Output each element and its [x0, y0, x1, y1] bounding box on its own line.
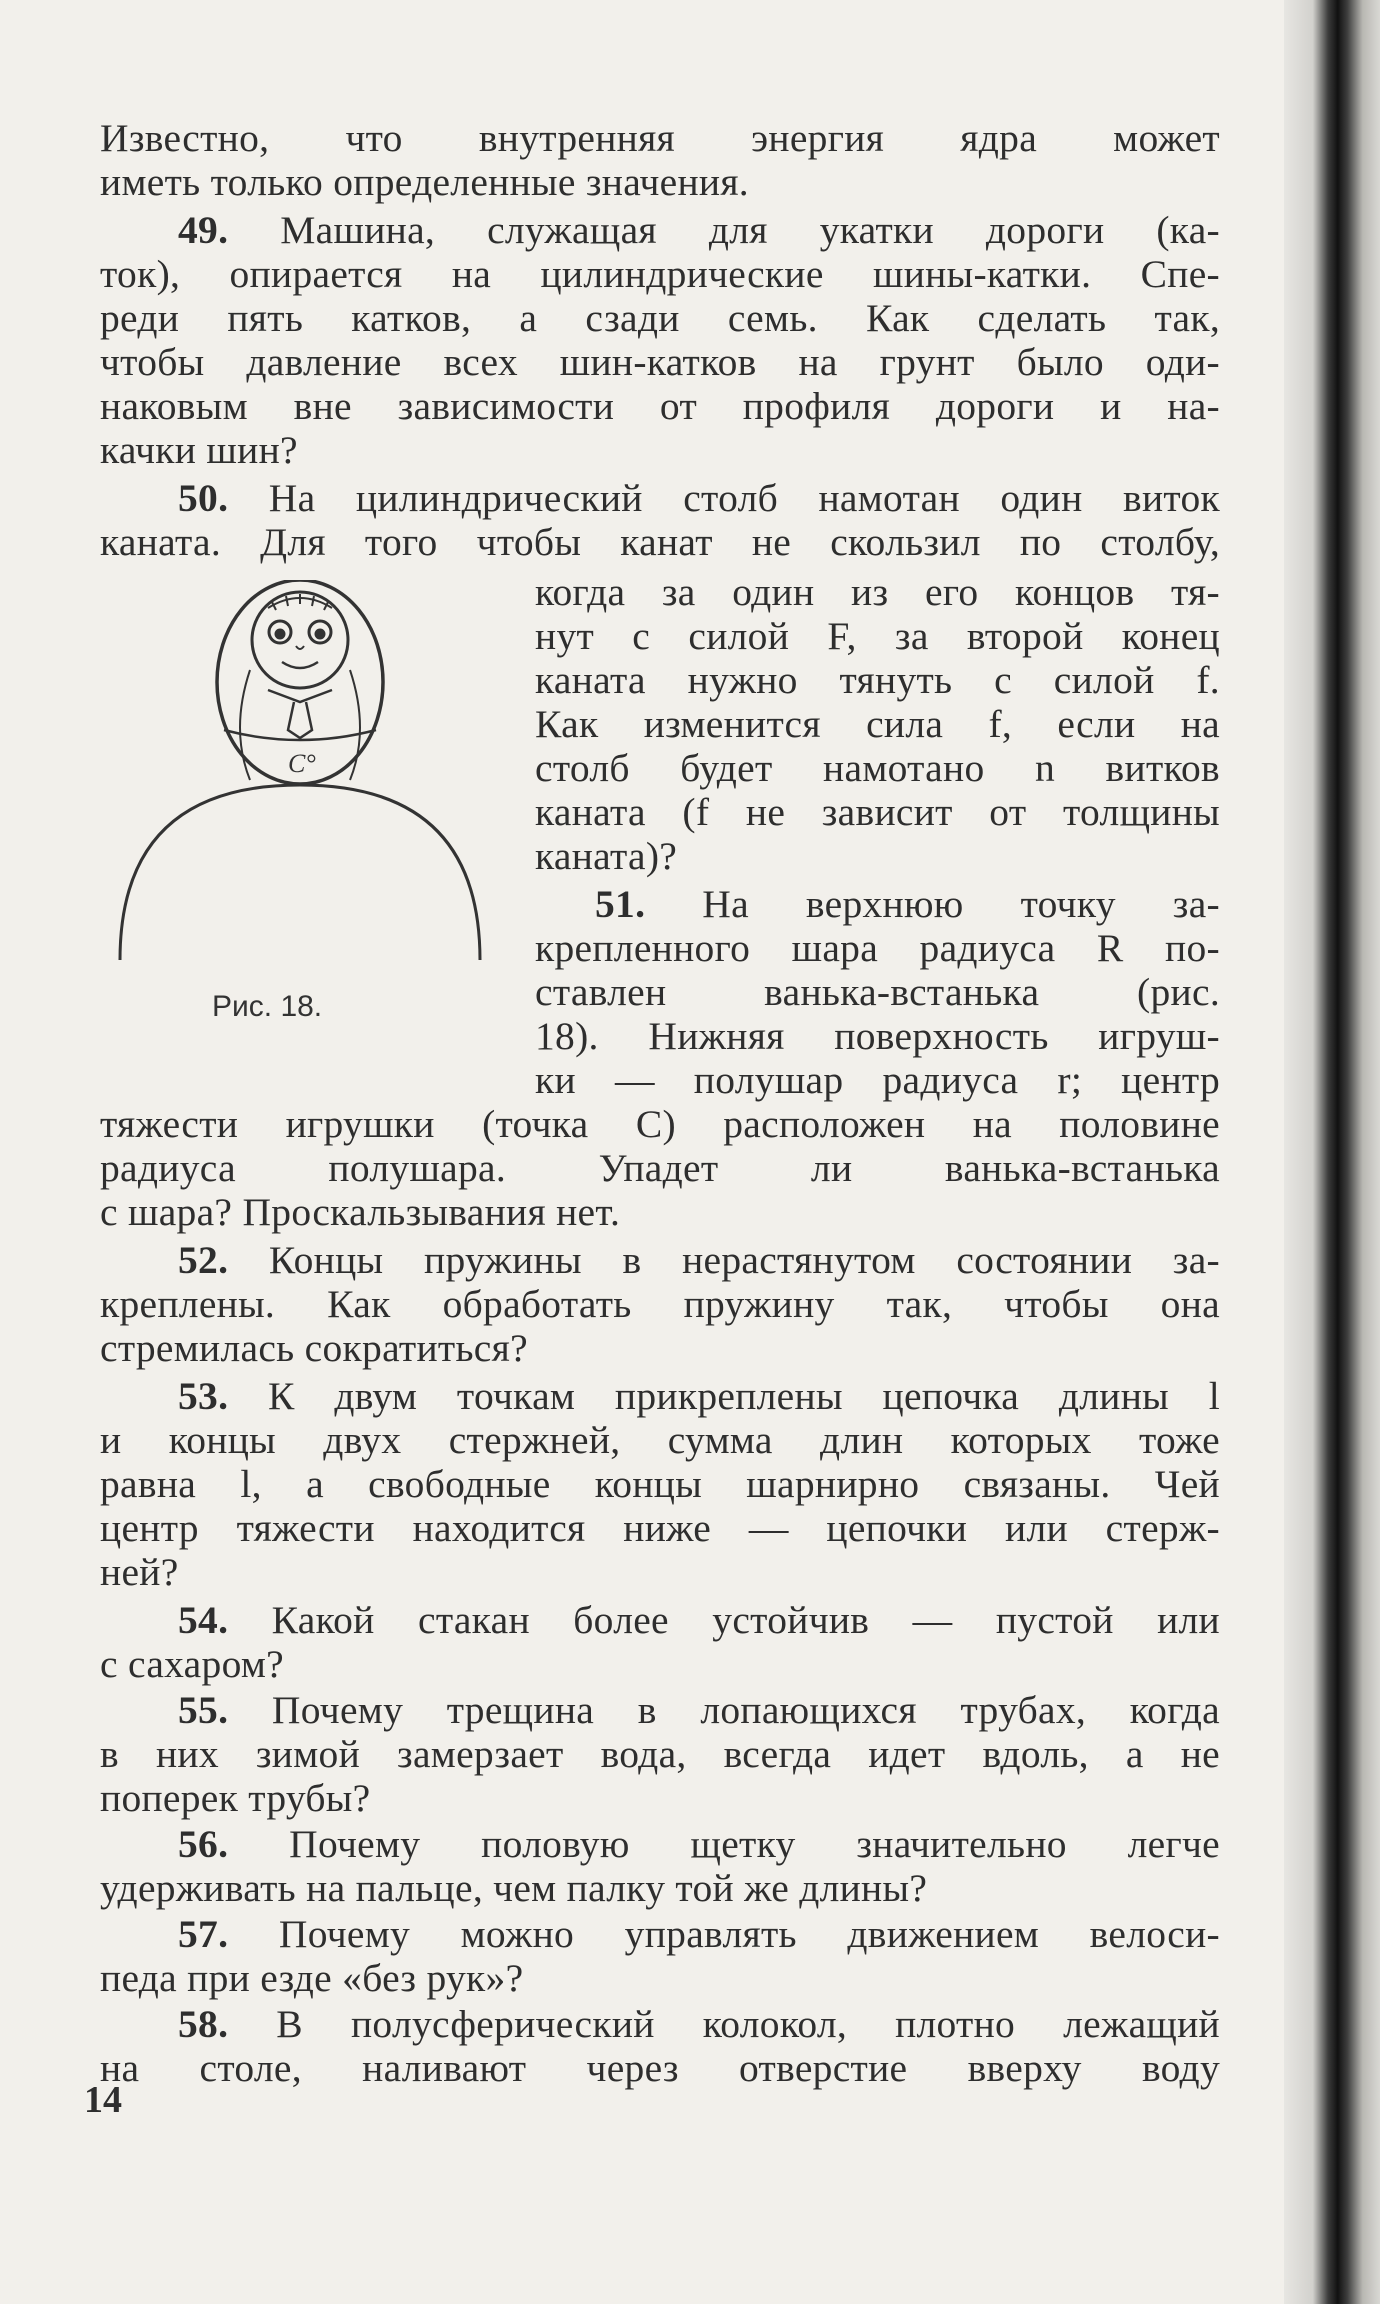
line-text: равна l, а свободные концы шарнирно связаны. Чей	[100, 1462, 1220, 1506]
text-line	[178, 1912, 1220, 1956]
line-text: каната. Для того чтобы канат не скользил по столбу,	[100, 520, 1220, 564]
text-line	[100, 116, 1220, 160]
line-text: ки — полушар радиуса r; центр	[535, 1058, 1220, 1102]
text-line	[100, 2046, 1220, 2090]
text-line	[100, 296, 1220, 340]
text-line	[178, 1598, 1220, 1642]
text-line	[100, 1146, 1220, 1190]
text-line	[535, 1058, 1220, 1102]
text-line	[100, 1506, 1220, 1550]
text-line	[535, 702, 1220, 746]
text-line	[100, 1956, 1220, 2000]
text-line	[100, 252, 1220, 296]
text-line	[100, 1282, 1220, 1326]
line-text: реди пять катков, а сзади семь. Как сделать так,	[100, 296, 1220, 340]
page-number: 14	[84, 2079, 122, 2121]
line-text: На цилиндрический столб намотан один виток	[228, 476, 1220, 520]
text-line	[100, 1642, 1220, 1686]
line-text: Машина, служащая для укатки дороги (ка-	[228, 208, 1220, 252]
sphere-arc	[120, 785, 480, 960]
line-text: наковым вне зависимости от профиля дороги и на-	[100, 384, 1220, 428]
center-of-gravity-label: C°	[288, 749, 316, 778]
line-text: крепленного шара радиуса R по-	[535, 926, 1220, 970]
problem-number: 49.	[178, 208, 229, 252]
text-line	[535, 746, 1220, 790]
problem-number: 57.	[178, 1912, 229, 1956]
line-text: педа при езде «без рук»?	[100, 1956, 524, 2000]
line-text: ток), опирается на цилиндрические шины-катки. Спе-	[100, 252, 1220, 296]
text-line	[100, 1190, 1220, 1234]
text-line	[535, 570, 1220, 614]
line-text: креплены. Как обработать пружину так, чтобы она	[100, 1282, 1220, 1326]
text-line	[100, 1550, 1220, 1594]
line-text: Как изменится сила f, если на	[535, 702, 1220, 746]
line-text: с сахаром?	[100, 1642, 284, 1686]
text-line	[178, 1822, 1220, 1866]
problem-number: 55.	[178, 1688, 229, 1732]
problem-number: 50.	[178, 476, 229, 520]
problem-number: 54.	[178, 1598, 229, 1642]
text-line	[595, 882, 1220, 926]
line-text: поперек трубы?	[100, 1776, 371, 1820]
line-text: стремилась сократиться?	[100, 1326, 528, 1370]
line-text: Концы пружины в нерастянутом состоянии за-	[228, 1238, 1220, 1282]
text-line	[535, 658, 1220, 702]
line-text: с шара? Проскальзывания нет.	[100, 1190, 621, 1234]
line-text: когда за один из его концов тя-	[535, 570, 1220, 614]
text-line	[178, 2002, 1220, 2046]
text-line	[100, 520, 1220, 564]
text-line	[535, 614, 1220, 658]
line-text: иметь только определенные значения.	[100, 160, 749, 204]
text-line	[178, 1238, 1220, 1282]
line-text: Почему трещина в лопающихся трубах, когда	[228, 1688, 1220, 1732]
line-text: На верхнюю точку за-	[645, 882, 1220, 926]
line-text: В полусферический колокол, плотно лежащий	[228, 2002, 1220, 2046]
line-text: в них зимой замерзает вода, всегда идет вдоль, а не	[100, 1732, 1220, 1776]
text-line	[100, 1102, 1220, 1146]
line-text: К двум точкам прикреплены цепочка длины l	[228, 1374, 1220, 1418]
text-line	[100, 1776, 1220, 1820]
text-line	[535, 834, 1220, 878]
text-line	[100, 1326, 1220, 1370]
line-text: каната нужно тянуть с силой f.	[535, 658, 1220, 702]
text-line	[178, 208, 1220, 252]
text-line	[100, 1866, 1220, 1910]
text-line	[178, 476, 1220, 520]
text-line	[178, 1374, 1220, 1418]
line-text: ней?	[100, 1550, 179, 1594]
text-line	[535, 790, 1220, 834]
toy-head	[252, 592, 348, 688]
line-text: 18). Нижняя поверхность игруш-	[535, 1014, 1220, 1058]
text-line	[535, 1014, 1220, 1058]
line-text: Почему можно управлять движением велоси-	[228, 1912, 1220, 1956]
line-text: столб будет намотано n витков	[535, 746, 1220, 790]
line-text: качки шин?	[100, 428, 298, 472]
problem-number: 56.	[178, 1822, 229, 1866]
line-text: Какой стакан более устойчив — пустой или	[228, 1598, 1220, 1642]
line-text: каната (f не зависит от толщины	[535, 790, 1220, 834]
problem-number: 53.	[178, 1374, 229, 1418]
line-text: каната)?	[535, 834, 678, 878]
problem-number: 52.	[178, 1238, 229, 1282]
text-line	[100, 1462, 1220, 1506]
line-text: тяжести игрушки (точка C) расположен на половине	[100, 1102, 1220, 1146]
text-line	[100, 340, 1220, 384]
line-text: центр тяжести находится ниже — цепочки или стерж-	[100, 1506, 1220, 1550]
line-text: на столе, наливают через отверстие вверху воду	[100, 2046, 1220, 2090]
text-line	[100, 384, 1220, 428]
text-line	[535, 970, 1220, 1014]
problem-number: 58.	[178, 2002, 229, 2046]
text-line	[100, 160, 1220, 204]
line-text: чтобы давление всех шин-катков на грунт было оди-	[100, 340, 1220, 384]
line-text: и концы двух стержней, сумма длин которых тоже	[100, 1418, 1220, 1462]
line-text: Известно, что внутренняя энергия ядра может	[100, 116, 1220, 160]
text-line	[100, 428, 1220, 472]
line-text: удерживать на пальце, чем палку той же длины?	[100, 1866, 928, 1910]
text-line	[100, 1418, 1220, 1462]
figure-caption: Рис. 18.	[212, 990, 323, 1023]
text-line	[535, 926, 1220, 970]
page-binding-edge	[1284, 0, 1380, 2304]
line-text: радиуса полушара. Упадет ли ванька-встанька	[100, 1146, 1220, 1190]
text-line	[178, 1688, 1220, 1732]
problem-number: 51.	[595, 882, 646, 926]
text-line	[100, 1732, 1220, 1776]
line-text: ставлен ванька-встанька (рис.	[535, 970, 1220, 1014]
line-text: Почему половую щетку значительно легче	[228, 1822, 1220, 1866]
line-text: нут с силой F, за второй конец	[535, 614, 1220, 658]
figure-18-roly-poly-on-sphere	[100, 580, 500, 1050]
